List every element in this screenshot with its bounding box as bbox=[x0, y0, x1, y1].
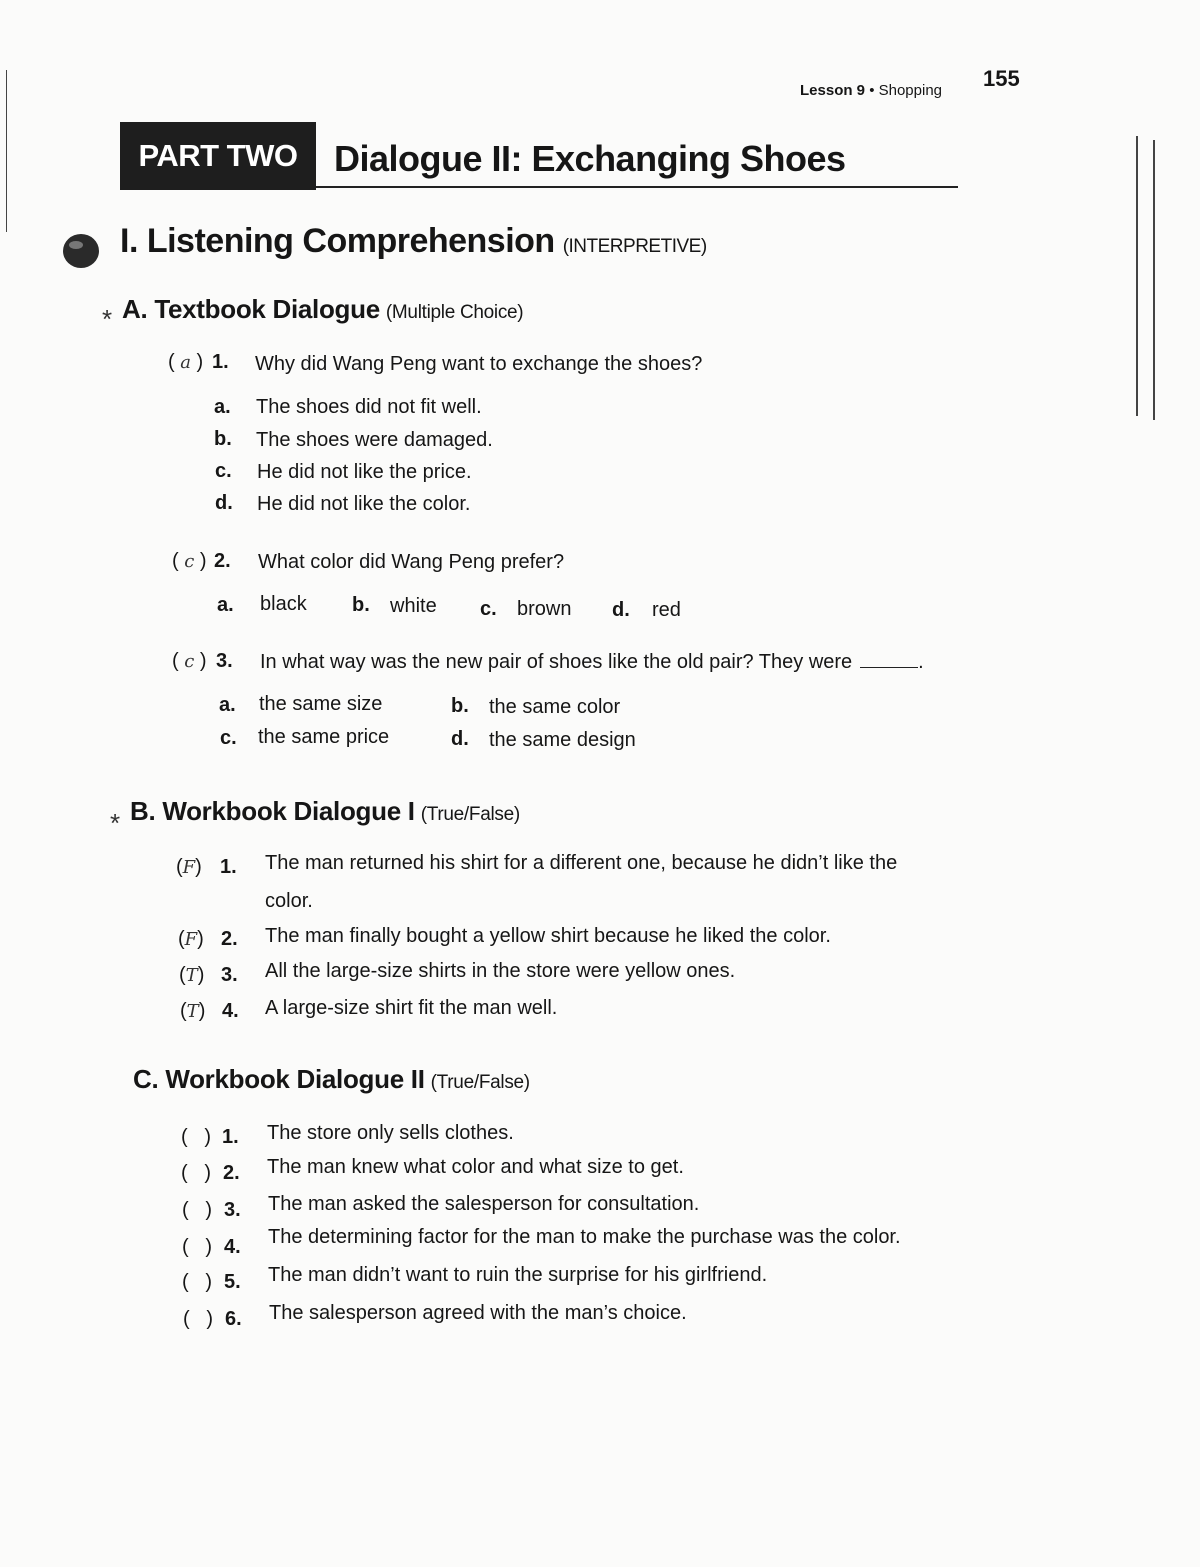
item-text: The man asked the salesperson for consultation. bbox=[268, 1193, 700, 1215]
asterisk-mark-a: * bbox=[102, 304, 113, 334]
option-text: brown bbox=[517, 598, 572, 620]
part-b-heading bbox=[130, 796, 520, 827]
part-label-box: PART TWO bbox=[120, 122, 316, 190]
answer-blank[interactable]: ( ) bbox=[182, 1271, 212, 1293]
handwritten-answer: T bbox=[186, 1001, 199, 1022]
item-text: A large-size shirt fit the man well. bbox=[265, 997, 558, 1019]
title-underline bbox=[316, 186, 958, 188]
option-letter: a. bbox=[219, 694, 236, 716]
option-text: white bbox=[390, 595, 437, 617]
dialogue-title: Dialogue II: Exchanging Shoes bbox=[334, 138, 846, 179]
fill-in-blank bbox=[860, 653, 918, 668]
option-letter: b. bbox=[214, 428, 232, 450]
question-text: In what way was the new pair of shoes like the old pair? They were . bbox=[260, 651, 924, 673]
option-letter: c. bbox=[480, 598, 497, 620]
part-c-title: C. Workbook Dialogue II bbox=[133, 1064, 425, 1094]
item-text: The man finally bought a yellow shirt because he liked the color. bbox=[265, 925, 831, 947]
part-a-title: A. Textbook Dialogue bbox=[122, 294, 380, 324]
question-number: 1. bbox=[212, 351, 229, 373]
question-number: 2. bbox=[214, 550, 231, 572]
item-number: 5. bbox=[224, 1271, 241, 1293]
handwritten-answer: c bbox=[184, 551, 195, 572]
part-b-title: B. Workbook Dialogue I bbox=[130, 796, 415, 826]
item-number: 1. bbox=[220, 856, 237, 878]
part-c-heading bbox=[133, 1064, 530, 1095]
option-letter: a. bbox=[214, 396, 231, 418]
item-number: 3. bbox=[224, 1199, 241, 1221]
scan-edge-line-right-1 bbox=[1136, 136, 1138, 416]
option-letter: a. bbox=[217, 594, 234, 616]
option-letter: d. bbox=[215, 492, 233, 514]
handwritten-answer: F bbox=[184, 929, 198, 950]
option-letter: c. bbox=[220, 727, 237, 749]
handwritten-answer: c bbox=[184, 651, 195, 672]
item-text: The man didn’t want to ruin the surprise for his girlfriend. bbox=[268, 1264, 768, 1286]
part-c-note: (True/False) bbox=[430, 1072, 530, 1093]
item-text: The man knew what color and what size to get. bbox=[267, 1156, 684, 1178]
option-letter: b. bbox=[451, 695, 469, 717]
question-text-content: In what way was the new pair of shoes like the old pair? They were bbox=[260, 651, 853, 673]
option-text: He did not like the color. bbox=[257, 493, 471, 515]
answer-blank[interactable]: ( ) bbox=[182, 1236, 212, 1258]
audio-disc-icon bbox=[62, 232, 100, 270]
option-text: The shoes did not fit well. bbox=[256, 396, 482, 418]
handwritten-answer: F bbox=[182, 857, 196, 878]
option-letter: b. bbox=[352, 594, 370, 616]
option-text: the same size bbox=[259, 693, 383, 715]
item-text: The salesperson agreed with the man’s choice. bbox=[269, 1302, 687, 1324]
answer-blank[interactable]: ( ) bbox=[181, 1126, 211, 1148]
question-text: Why did Wang Peng want to exchange the shoes? bbox=[255, 353, 703, 375]
asterisk-mark-b: * bbox=[110, 808, 121, 838]
scan-edge-line-left bbox=[6, 70, 7, 232]
item-number: 3. bbox=[221, 964, 238, 986]
option-text: black bbox=[260, 593, 307, 615]
item-number: 4. bbox=[224, 1236, 241, 1258]
option-letter: c. bbox=[215, 460, 232, 482]
answer-blank[interactable]: ( c ) bbox=[172, 650, 207, 672]
option-text: The shoes were damaged. bbox=[256, 429, 493, 451]
item-number: 6. bbox=[225, 1308, 242, 1330]
option-text: the same color bbox=[489, 696, 621, 718]
item-text: All the large-size shirts in the store were yellow ones. bbox=[265, 960, 736, 982]
option-text: the same design bbox=[489, 729, 636, 751]
lesson-topic: • Shopping bbox=[869, 82, 943, 99]
answer-blank[interactable]: (T) bbox=[180, 1000, 206, 1022]
handwritten-answer: T bbox=[185, 965, 198, 986]
option-letter: d. bbox=[451, 728, 469, 750]
option-text: the same price bbox=[258, 726, 390, 748]
item-text: The store only sells clothes. bbox=[267, 1122, 514, 1144]
part-a-note: (Multiple Choice) bbox=[385, 302, 524, 323]
answer-blank[interactable]: (F) bbox=[176, 856, 202, 878]
answer-blank[interactable]: (T) bbox=[179, 964, 205, 986]
item-number: 2. bbox=[221, 928, 238, 950]
item-number: 1. bbox=[222, 1126, 239, 1148]
section-heading bbox=[120, 222, 707, 261]
part-a-heading bbox=[122, 294, 523, 325]
question-text: What color did Wang Peng prefer? bbox=[258, 551, 565, 573]
answer-blank[interactable]: ( a ) bbox=[168, 351, 204, 373]
lesson-label: Lesson 9 bbox=[800, 82, 866, 99]
answer-blank[interactable]: ( c ) bbox=[172, 550, 207, 572]
section-title: I. Listening Comprehension bbox=[120, 222, 555, 260]
item-number: 2. bbox=[223, 1162, 240, 1184]
answer-blank[interactable]: (F) bbox=[178, 928, 204, 950]
item-text-continued: color. bbox=[265, 890, 313, 912]
running-head bbox=[800, 82, 942, 99]
item-text: The man returned his shirt for a different one, because he didn’t like the bbox=[265, 852, 898, 874]
section-tag: (INTERPRETIVE) bbox=[562, 236, 707, 257]
item-number: 4. bbox=[222, 1000, 239, 1022]
handwritten-answer: a bbox=[180, 352, 191, 373]
answer-blank[interactable]: ( ) bbox=[182, 1199, 212, 1221]
option-text: He did not like the price. bbox=[257, 461, 472, 483]
question-number: 3. bbox=[216, 650, 233, 672]
scan-edge-line-right-2 bbox=[1153, 140, 1155, 420]
option-letter: d. bbox=[612, 599, 630, 621]
page-number: 155 bbox=[983, 66, 1020, 91]
part-b-note: (True/False) bbox=[420, 804, 520, 825]
answer-blank[interactable]: ( ) bbox=[183, 1308, 213, 1330]
item-text: The determining factor for the man to make the purchase was the color. bbox=[268, 1226, 901, 1248]
option-text: red bbox=[652, 599, 681, 621]
answer-blank[interactable]: ( ) bbox=[181, 1162, 211, 1184]
